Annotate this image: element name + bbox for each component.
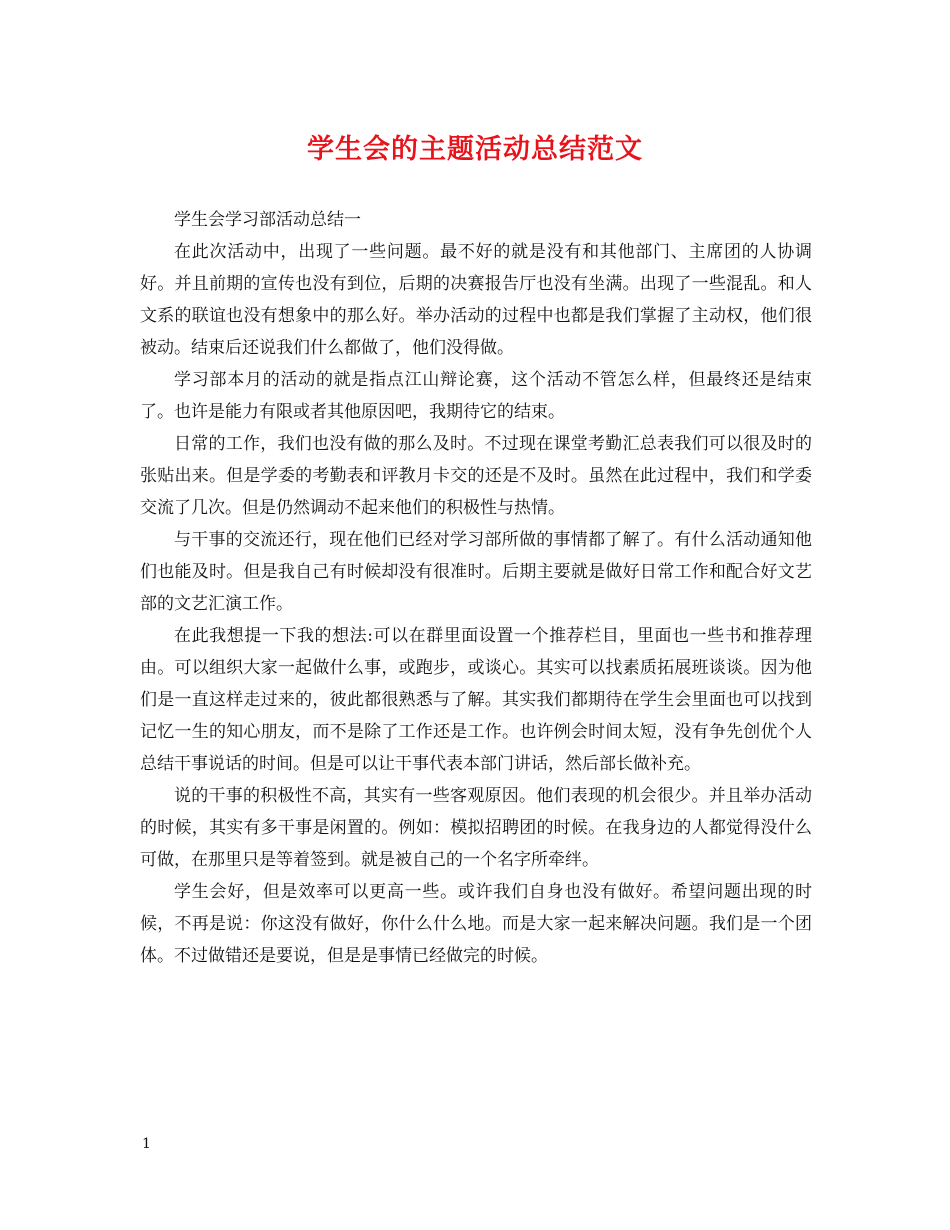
paragraph-heading: 学生会学习部活动总结一 (174, 210, 361, 230)
paragraph: 日常的工作，我们也没有做的那么及时。不过现在课堂考勤汇总表我们可以很及时的张贴出来。但是学委的考勤表和评教月卡交的还是不及时。虽然在此过程中，我们和学委交流了几次。但是仍然调动不起来他们的积极性与热情。 (140, 434, 812, 518)
paragraph: 与干事的交流还行，现在他们已经对学习部所做的事情都了解了。有什么活动通知他们也能及时。但是我自己有时候却没有很准时。后期主要就是做好日常工作和配合好文艺部的文艺汇演工作。 (140, 530, 812, 614)
paragraph: 说的干事的积极性不高，其实有一些客观原因。他们表现的机会很少。并且举办活动的时候，其实有多干事是闲置的。例如：模拟招聘团的时候。在我身边的人都觉得没什么可做，在那里只是等着签到。就是被自己的一个名字所牵绊。 (140, 786, 812, 870)
page-number: 1 (142, 1136, 151, 1152)
paragraph: 学生会好，但是效率可以更高一些。或许我们自身也没有做好。希望问题出现的时候，不再是说：你这没有做好，你什么什么地。而是大家一起来解决问题。我们是一个团体。不过做错还是要说，但是是事情已经做完的时候。 (140, 882, 812, 966)
document-title: 学生会的主题活动总结范文 (307, 134, 643, 165)
paragraph: 在此我想提一下我的想法:可以在群里面设置一个推荐栏目，里面也一些书和推荐理由。可以组织大家一起做什么事，或跑步，或谈心。其实可以找素质拓展班谈谈。因为他们是一直这样走过来的，彼此都很熟悉与了解。其实我们都期待在学生会里面也可以找到记忆一生的知心朋友，而不是除了工作还是工作。也许例会时间太短，没有争先创优个人总结干事说话的时间。但是可以让干事代表本部门讲话，然后部长做补充。 (140, 626, 812, 774)
paragraph: 在此次活动中，出现了一些问题。最不好的就是没有和其他部门、主席团的人协调好。并且前期的宣传也没有到位，后期的决赛报告厅也没有坐满。出现了一些混乱。和人文系的联谊也没有想象中的那么好。举办活动的过程中也都是我们掌握了主动权，他们很被动。结束后还说我们什么都做了，他们没得做。 (140, 242, 812, 358)
document-body (140, 204, 812, 972)
paragraph: 学习部本月的活动的就是指点江山辩论赛，这个活动不管怎么样，但最终还是结束了。也许是能力有限或者其他原因吧，我期待它的结束。 (140, 370, 812, 422)
